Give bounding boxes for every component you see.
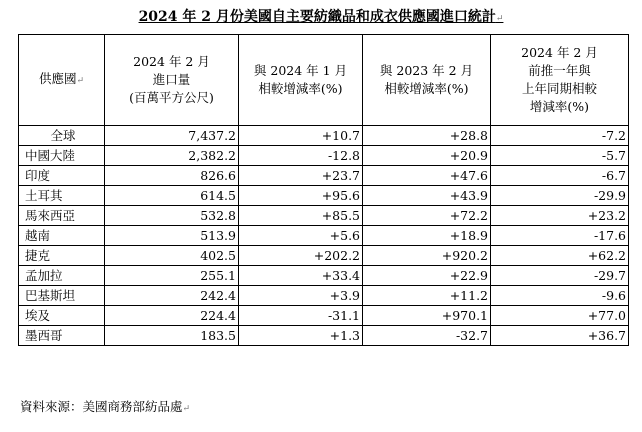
table-row [19,186,629,206]
cell-yoy: +11.2 [363,286,491,306]
cell-mom: +1.3 [239,326,363,346]
cell-imports: 614.5 [105,186,239,206]
table-row [19,226,629,246]
cell-imports: 183.5 [105,326,239,346]
cell-imports: 224.4 [105,306,239,326]
cell-ytd: +36.7 [491,326,629,346]
cell-imports: 532.8 [105,206,239,226]
cell-yoy: +20.9 [363,146,491,166]
cell-imports: 2,382.2 [105,146,239,166]
cell-country: 埃及 [19,306,105,326]
cell-imports: 7,437.2 [105,126,239,146]
source-note [20,397,190,415]
header-mom [239,35,363,126]
cell-country: 捷克 [19,246,105,266]
header-ytd [491,35,629,126]
cell-ytd: +23.2 [491,206,629,226]
table-row [19,146,629,166]
cell-mom: +23.7 [239,166,363,186]
table-row [19,306,629,326]
cell-mom: +33.4 [239,266,363,286]
table-row [19,126,629,146]
cell-imports: 826.6 [105,166,239,186]
cell-country: 巴基斯坦 [19,286,105,306]
source-text: 資料來源：美國商務部紡品處 [20,399,183,414]
cell-mom: +10.7 [239,126,363,146]
cell-ytd: -5.7 [491,146,629,166]
paragraph-mark-icon: ↵ [182,404,191,414]
table-row [19,246,629,266]
cell-ytd: -7.2 [491,126,629,146]
cell-country: 墨西哥 [19,326,105,346]
paragraph-mark-icon: ↵ [495,14,504,24]
cell-country: 中國大陸 [19,146,105,166]
header-ytd-line-2: 前推一年與 [528,63,591,78]
cell-mom: +202.2 [239,246,363,266]
header-imports [105,35,239,126]
header-yoy-line-1: 與 2023 年 2 月 [379,63,474,78]
table-title [0,6,642,26]
cell-country: 土耳其 [19,186,105,206]
cell-mom: -31.1 [239,306,363,326]
cell-mom: +3.9 [239,286,363,306]
header-imports-line-3: (百萬平方公尺) [129,90,214,105]
cell-yoy: +920.2 [363,246,491,266]
cell-yoy: +970.1 [363,306,491,326]
cell-country: 越南 [19,226,105,246]
cell-country: 孟加拉 [19,266,105,286]
cell-country: 馬來西亞 [19,206,105,226]
header-mom-line-1: 與 2024 年 1 月 [253,63,348,78]
header-country: 供應國↵ [19,35,105,126]
cell-ytd: +77.0 [491,306,629,326]
cell-mom: +85.5 [239,206,363,226]
cell-yoy: +22.9 [363,266,491,286]
cell-imports: 402.5 [105,246,239,266]
header-yoy [363,35,491,126]
table-row [19,206,629,226]
table-row [19,286,629,306]
cell-country: 印度 [19,166,105,186]
cell-mom: +5.6 [239,226,363,246]
cell-yoy: +18.9 [363,226,491,246]
header-ytd-line-4: 增減率(%) [529,99,590,114]
cell-country: 全球 [19,126,105,146]
cell-imports: 513.9 [105,226,239,246]
cell-ytd: -29.9 [491,186,629,206]
header-yoy-line-2: 相較增減率(%) [384,81,469,96]
cell-yoy: +47.6 [363,166,491,186]
header-ytd-line-1: 2024 年 2 月 [521,45,598,60]
cell-mom: -12.8 [239,146,363,166]
table-row [19,266,629,286]
cell-yoy: +28.8 [363,126,491,146]
title-text: 2024 年 2 月份美國自主要紡織品和成衣供應國進口統計 [138,9,496,25]
cell-ytd: -17.6 [491,226,629,246]
header-imports-line-1: 2024 年 2 月 [133,54,210,69]
import-statistics-table [18,34,629,346]
header-ytd-line-3: 上年同期相較 [521,81,597,96]
cell-ytd: +62.2 [491,246,629,266]
cell-imports: 255.1 [105,266,239,286]
cell-ytd: -9.6 [491,286,629,306]
header-mom-line-2: 相較增減率(%) [258,81,343,96]
table-row [19,166,629,186]
cell-yoy: +72.2 [363,206,491,226]
table-row [19,326,629,346]
cell-yoy: +43.9 [363,186,491,206]
cell-mom: +95.6 [239,186,363,206]
header-row [19,35,629,126]
cell-ytd: -29.7 [491,266,629,286]
header-imports-line-2: 進口量 [152,72,191,87]
cell-ytd: -6.7 [491,166,629,186]
cell-yoy: -32.7 [363,326,491,346]
cell-imports: 242.4 [105,286,239,306]
